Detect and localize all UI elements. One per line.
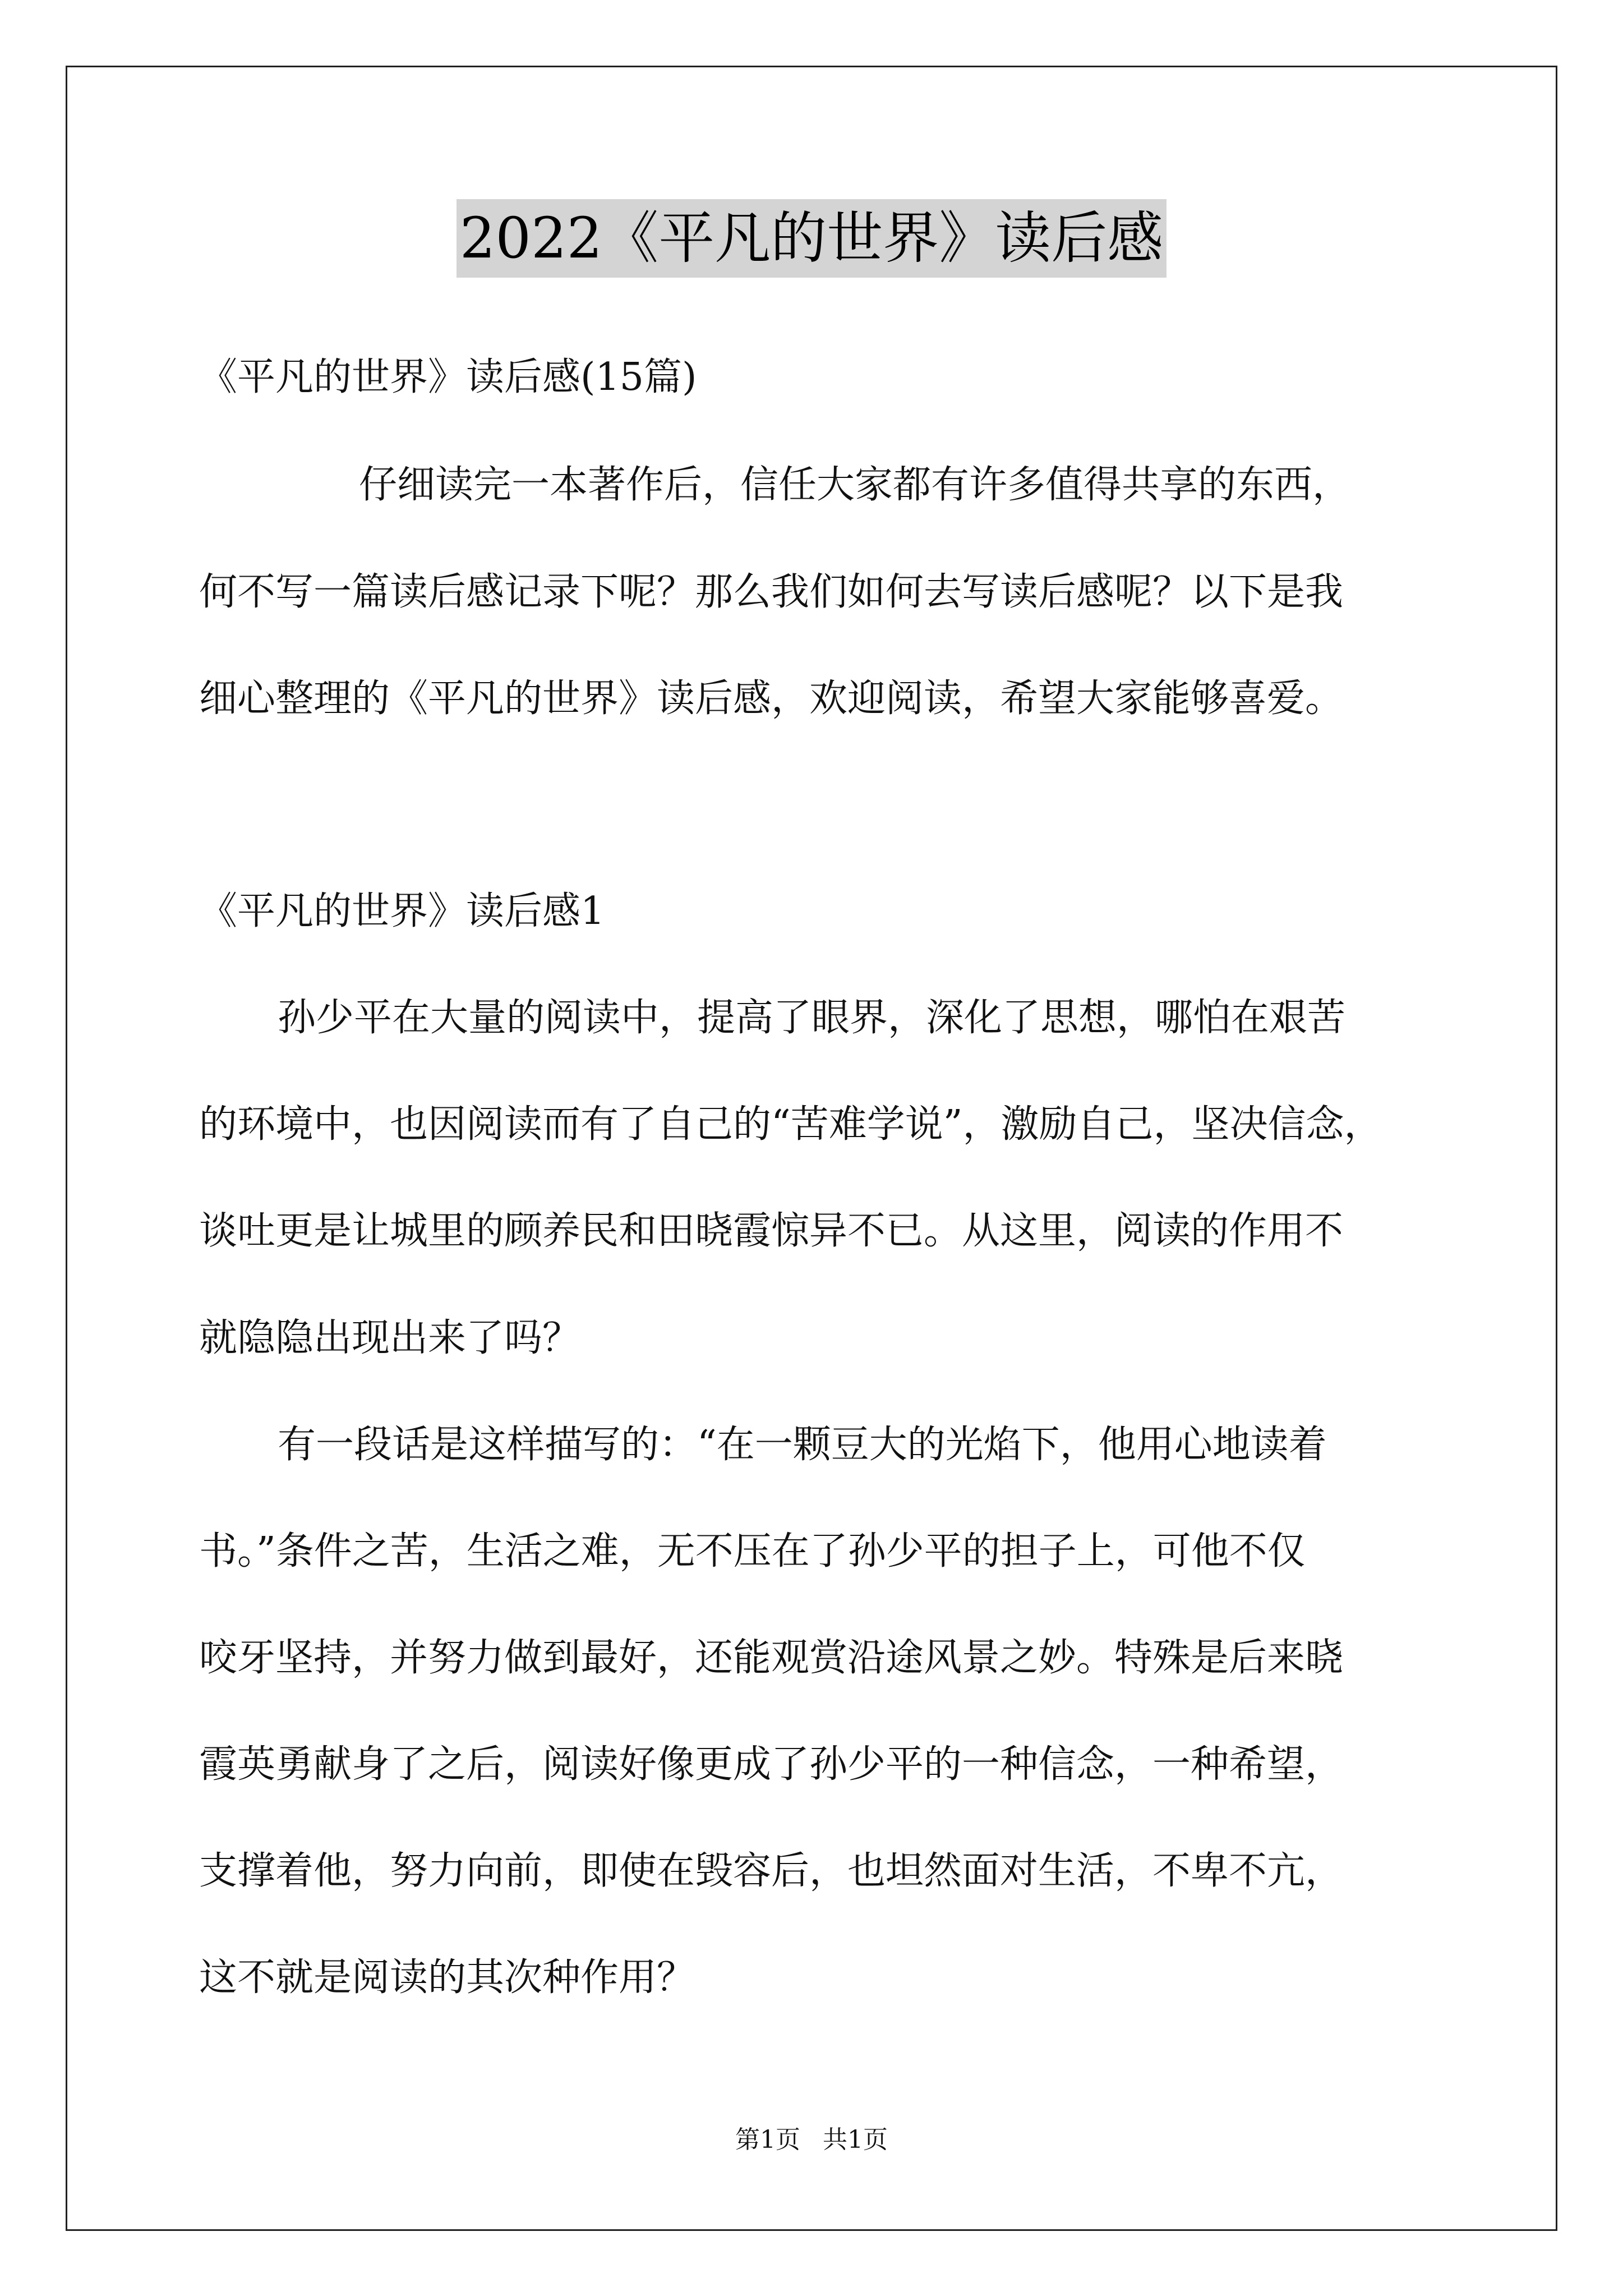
paragraph-line: 就隐隐出现出来了吗？ (199, 1316, 581, 1360)
paragraph-line: 咬牙坚持，并努力做到最好，还能观赏沿途风景之妙。特殊是后来晓 (199, 1636, 1344, 1680)
intro-line: 细心整理的《平凡的世界》读后感，欢迎阅读，希望大家能够喜爱。 (199, 677, 1344, 721)
intro-line: 仔细读完一本著作后，信任大家都有许多值得共享的东西， (359, 463, 1351, 507)
paragraph-line: 这不就是阅读的其次种作用？ (199, 1955, 695, 2000)
paragraph-line: 书。”条件之苦，生活之难，无不压在了孙少平的担子上，可他不仅 (199, 1529, 1306, 1573)
title-container (0, 199, 1623, 278)
paragraph-line: 霞英勇献身了之后，阅读好像更成了孙少平的一种信念，一种希望， (199, 1742, 1344, 1787)
page-footer (0, 2123, 1623, 2157)
paragraph-line: 有一段话是这样描写的：“在一颗豆大的光焰下，他用心地读着 (278, 1423, 1327, 1467)
paragraph-line: 孙少平在大量的阅读中，提高了眼界，深化了思想，哪怕在艰苦 (278, 996, 1346, 1040)
paragraph-line: 谈吐更是让城里的顾养民和田晓霞惊异不已。从这里，阅读的作用不 (199, 1209, 1344, 1253)
intro-line: 何不写一篇读后感记录下呢？那么我们如何去写读后感呢？以下是我 (199, 570, 1344, 614)
page-total: 共1页 (823, 2125, 888, 2154)
page-number: 第1页 (735, 2125, 800, 2154)
paragraph-line: 支撑着他，努力向前，即使在毁容后，也坦然面对生活，不卑不亢， (199, 1849, 1344, 1893)
document-title: 2022《平凡的世界》读后感 (457, 199, 1167, 278)
document-subtitle: 《平凡的世界》读后感(15篇) (199, 355, 697, 399)
section-heading: 《平凡的世界》读后感1 (199, 889, 605, 933)
paragraph-line: 的环境中，也因阅读而有了自己的“苦难学说”，激励自己，坚决信念， (199, 1102, 1382, 1147)
